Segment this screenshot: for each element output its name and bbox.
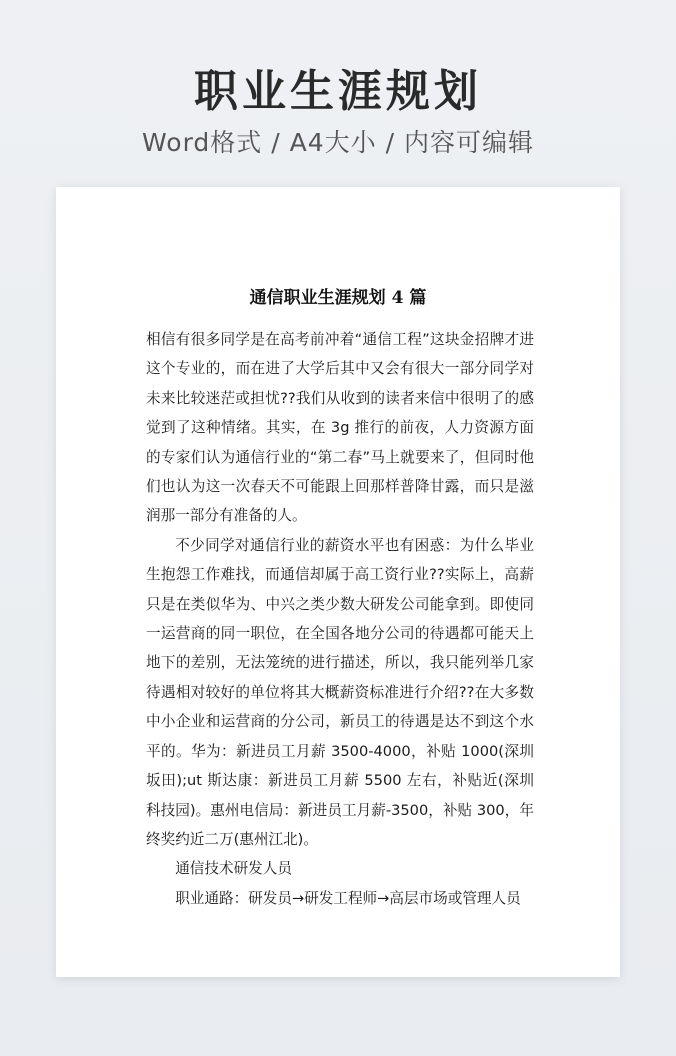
paragraph-section-heading: 通信技术研发人员 xyxy=(175,860,292,878)
document-body xyxy=(146,325,534,913)
document-page xyxy=(56,187,620,977)
page-subtitle: Word格式 / A4大小 / 内容可编辑 xyxy=(142,128,534,157)
paragraph-salary: 不少同学对通信行业的薪资水平也有困惑：为什么毕业生抱怨工作难找，而通信却属于高工资行业??实际上，高薪只是在类似华为、中兴之类少数大研发公司能拿到。即使同一运营商的同一职位，在全国各地分公司的待遇都可能天上地下的差别，无法笼统的进行描述，所以，我只能列举几家待遇相对较好的单位将其大概薪资标准进行介绍??在大多数中小企业和运营商的分公司，新员工的待遇是达不到这个水平的。华为：新进员工月薪 3500-4000，补贴 1000(深圳坂田);ut 斯达康：新进员工月薪 5500 左右，补贴近(深圳科技园)。惠州电信局：新进员工月薪-3500，补贴 300，年终奖约近二万(惠州江北)。 xyxy=(146,536,534,848)
paragraph-intro: 相信有很多同学是在高考前冲着“通信工程”这块金招牌才进这个专业的，而在进了大学后其中又会有很大一部分同学对未来比较迷茫或担忧??我们从收到的读者来信中很明了的感觉到了这种情绪。其实，在 3g 推行的前夜，人力资源方面的专家们认为通信行业的“第二春”马上就要来了，但同时他们也认为这一次春天不可能跟上回那样普降甘露，而只是滋润那一部分有准备的人。 xyxy=(146,331,534,525)
paragraph-career-path: 职业通路：研发员→研发工程师→高层市场或管理人员 xyxy=(175,889,521,907)
page-header xyxy=(0,62,676,160)
page-title: 职业生涯规划 xyxy=(194,66,482,117)
document-title: 通信职业生涯规划 4 篇 xyxy=(249,288,427,308)
